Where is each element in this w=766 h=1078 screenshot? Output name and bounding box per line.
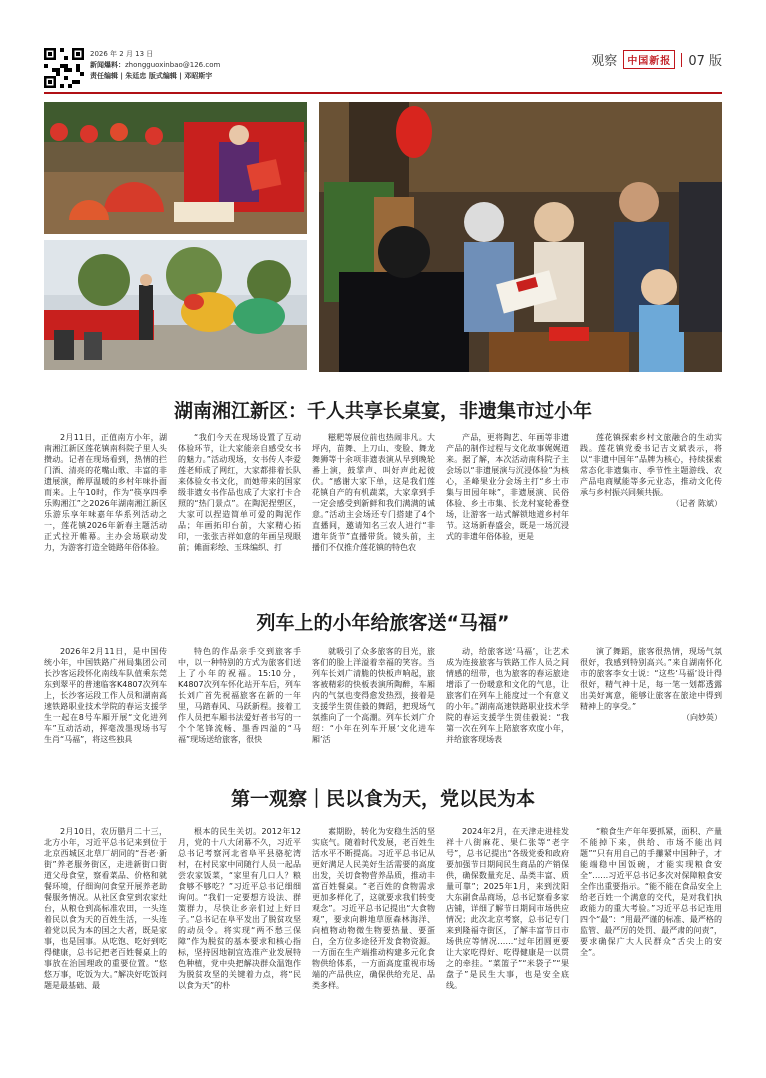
article2-col3 xyxy=(312,646,435,766)
editors-line: 责任编辑 | 朱廷忠 版式编辑 | 邓昭斯宇 xyxy=(90,72,213,80)
article3-col5 xyxy=(580,826,722,1036)
calligraphy-gift-photo xyxy=(319,102,722,372)
article2-col2 xyxy=(178,646,301,766)
article3-col5-text: “粮食生产年年要抓紧，面积、产量不能掉下来，供给、市场不能出问题”“只有用自己的手攥紧中国种子，才能端稳中国饭碗，才能实现粮食安全”……习近平总书记多次对保障粮食安全作出重要指示。“能不能在食品安全上给老百姓一个满意的交代，是对我们执政能力的重大考验。”习近平总书记连用四个“最”：“用最严谨的标准、最严格的监管、最严厉的处罚、最严肃的问责”，要求确保广大人民群众“舌尖上的安全”。 xyxy=(580,827,722,957)
article1-headline: 湖南湘江新区：千人共享长桌宴，非遗集市过小年 xyxy=(173,400,592,422)
lion-dance-icon xyxy=(44,240,307,370)
qr-code-icon xyxy=(44,48,84,88)
page-number: 07 版 xyxy=(688,54,722,69)
article3-col3 xyxy=(312,826,435,1036)
lion-dance-photo xyxy=(44,240,307,370)
article1-col3 xyxy=(312,432,435,582)
article1-col2 xyxy=(178,432,301,582)
lantern-fan-market-icon xyxy=(44,102,307,234)
article1-col4-text: 产品，更将陶艺、年画等非遗产品的制作过程与文化故事娓娓道来。据了解，本次活动南科院子主会场以“非遗展演与沉浸体验”为核心，圣峰果业分会场主打“乡土市集与田园年味”，非遗展演、民俗体验、乡土市集、长龙村宴轮番登场，让游客一站式解锁地道乡村年节。这场新春盛会，既是一场沉浸式的非遗年俗体验，更是 xyxy=(446,433,569,541)
article3-col1 xyxy=(44,826,167,1036)
article3-headline: 第一观察｜民以食为天，党以民为本 xyxy=(230,788,535,810)
article1-col5 xyxy=(580,432,722,582)
article2-headline: 列车上的小年给旅客送“马福” xyxy=(256,612,510,634)
article1-col2-text: “我们今天在现场设置了互动体验环节，让大家能亲自感受女书的魅力。”活动现场，女书传人李爱莲老师成了网红，大家都排着长队来体验女书文化，而她带来的国家级非遗女书作品也成了大家打卡合照的“热门景点”。在陶泥捏塑区，大家可以捏造简单可爱的陶泥作品；年画拓印台前，大家精心拓印，一张张吉祥如意的年画呈现眼前；傩面彩绘、玉珠编织、打 xyxy=(178,433,301,552)
article3-col2-text: 根本的民生关切。2012年12月，党的十八大闭幕不久，习近平总书记考察河北省阜平县骆驼湾村，在村民家中同随行人员一起品尝农家饭菜，“家里有几口人？粮食够不够吃？”习近平总书记细细询问。“我们一定要想方设法、群策群力，尽快让乡亲们过上好日子。”总书记在阜平发出了脱贫攻坚的动员令。将实现“两不愁三保障”作为脱贫的基本要求和核心指标，坚持因地制宜选准产业发展特色种植，党中央把解决群众温饱作为脱贫攻坚的关键着力点，将“民以食为天”的朴 xyxy=(178,827,301,990)
article1-col1-text: 2月11日，正值南方小年，湖南湘江新区莲花镇南科院子里人头攒动。记者在现场看到，热情的拦门酒、清亮的花嘴山歌、丰富的非遗展演，醉厚温暖的乡村年味扑面而来。上午10时，作为“筷享四季 乐购湘江”之2026年湖南湘江新区乐游乐享年味嘉年华系列活动之一，莲花镇2026年新春主题活动正式拉开帷幕。主办会场联动发力，为游客打造全链路年俗体验。 xyxy=(44,433,167,552)
email-line xyxy=(90,60,220,70)
article2-col5-text: 演了舞蹈，旅客很热情，现场气氛很好，我感到特别高兴。”来自湖南怀化市的旅客李女士说：“这些‘马福’设计得很好，精气神十足，每一笔一划都透露出美好寓意，能够让旅客在旅途中得到精神上的享受。” xyxy=(580,647,722,711)
article3-col3-text: 素期盼，转化为安稳生活的坚实底气。随着时代发展，老百姓生活水平不断提高。习近平总书记从更好满足人民美好生活需要的高度出发，关切食物营养品质，推动丰富百姓餐桌。“老百姓的食物需求更加多样化了，这就要求我们转变观念”。习近平总书记提出“大食物观”，要求向耕地草原森林海洋、向植物动物微生物要热量、要蛋白，全方位多途径开发食物资源。一方面在生产端推动构建多元化食物供给体系，一方面高度重视市场端的产品供应，确保供给充足、品类多样。 xyxy=(312,827,435,990)
section-name: 观察 xyxy=(591,54,618,69)
article2-col1 xyxy=(44,646,167,766)
header-rule xyxy=(44,92,722,94)
issue-date: 2026 年 2 月 13 日 xyxy=(90,50,154,58)
article3-col1-text: 2月10日，农历腊月二十三，北方小年，习近平总书记来到位于北京西城区北草厂胡同的“吾老·新街”养老服务街区，走进新街口街道父母食堂，察看菜品、价格和就餐环境，仔细询问食堂开展养老助餐服务情况。从社区食堂到农家灶台，从粮仓到高标准农田，一头连着民以食为天的百姓生活，一头连着党以民为本的国之大者，既是家事，也是国事。从吃饱、吃好到吃得健康，总书记把老百姓餐桌上的事放在治国理政的重要位置。“悠悠万事，吃饭为大。”解决好吃饭问题是最基础、最 xyxy=(44,827,167,990)
lantern-fan-market-photo xyxy=(44,102,307,234)
paper-logo: 中国新报 xyxy=(623,50,675,69)
article2-col4 xyxy=(446,646,569,766)
article2-col4-text: 动，给旅客送‘马福’，让艺术成为连接旅客与铁路工作人员之间情感的纽带，也为旅客的春运旅途增添了一份暖意和文化的气息，让旅客们在列车上能度过一个有意义的小年。”湖南高速铁路职业技术学院的春运支援学生贺佳毅说：“我第一次在列车上陪旅客欢度小年，并给旅客现场表 xyxy=(446,647,569,744)
article2-col3-text: 就吸引了众多旅客的目光，旅客们的脸上洋溢着幸福的笑容。当列车长刘广清脆的快板声响起，旅客被精彩的快板表演所陶醉，车厢内的气氛也变得愈发热烈，接着是支援学生贺佳毅的舞蹈，把现场气氛推向了一个高潮。列车长刘广介绍：“小年在列车开展‘文化进车厢’活 xyxy=(312,647,435,744)
article1-col3-text: 糍粑等展位前也热闹非凡。大坪内，苗舞、上刀山、变脸、舞龙舞狮等十余项非遗表演从早到晚轮番上演，鼓掌声、叫好声此起彼伏。“感谢大家下单，这是我们莲花镇自产的有机蔬菜，大家拿到手一定会感受到新鲜和我们满满的诚意。”活动主会场还专门搭建了4个直播间，邀请知名三农人进行“非遗年货节”直播带货。镜头前，主播们不仅推介莲花镇的特色农 xyxy=(312,433,435,552)
page-masthead xyxy=(591,50,722,69)
article3-col4 xyxy=(446,826,569,1036)
calligraphy-gift-icon xyxy=(319,102,722,372)
article2-col1-text: 2026年2月11日，是中国传统小年，中国铁路广州局集团公司长沙客运段怀化南线车队值乘东莞东到翠平的普速临客K4807次列车上，长沙客运段工作人员和湖南高速铁路职业技术学院的春运支援学生一起在8号车厢开展“文化进列车”互动活动，挥毫泼墨现场书写生肖“马福”，将这些独具 xyxy=(44,647,167,744)
article1-byline: （记者 陈斌） xyxy=(671,499,722,508)
article2-col5 xyxy=(580,646,722,766)
article3-col4-text: 2024年2月，在天津走进桂发祥十八街麻花、果仁张等“老字号”，总书记提出“各级党委和政府要加强节日期间民生商品的产销保供，确保数量充足、品类丰富、质量可靠”；2025年1月，来到沈阳大东副食品商场，总书记察看多家店铺，详细了解节日期间市场供应情况；此次北京考察，总书记专门来到隆福寺街区，了解丰富节日市场供应等情况……“过年团圆更要让大家吃得好、吃得健康是一以贯之的牵挂。“菜篮子”“米袋子”“果盘子”是民生大事，也是安全底线。 xyxy=(446,827,569,990)
masthead-divider xyxy=(681,53,682,67)
article1-col1 xyxy=(44,432,167,582)
article2-col2-text: 特色的作品亲手交到旅客手中，以一种特别的方式为旅客们送上了小年的祝福。15:10分，K4807次列车怀化站开车后，列车长刘广首先祝福旅客在新的一年里，马踏春风、马跃新程。接着工作人员把车厢书法爱好者书写的一个个笔锋流畅、墨香四溢的“马福”现场送给旅客，很快 xyxy=(178,647,301,744)
article3-col2 xyxy=(178,826,301,1036)
article2-byline: （向妙英） xyxy=(682,713,722,722)
article1-col4 xyxy=(446,432,569,582)
email-address: zhongguoxinbao@126.com xyxy=(125,61,221,69)
email-label: 新闻爆料： xyxy=(90,61,125,69)
article1-col5-text: 莲花镇探索乡村文旅融合的生动实践。莲花镇党委书记吉文斌表示，将以“非遗中国年”品牌为核心，持续探索常态化非遗集市、季节性主题游线、农产品电商赋能等多元业态，推动文化传承与乡村振兴同频共振。 xyxy=(580,433,722,497)
